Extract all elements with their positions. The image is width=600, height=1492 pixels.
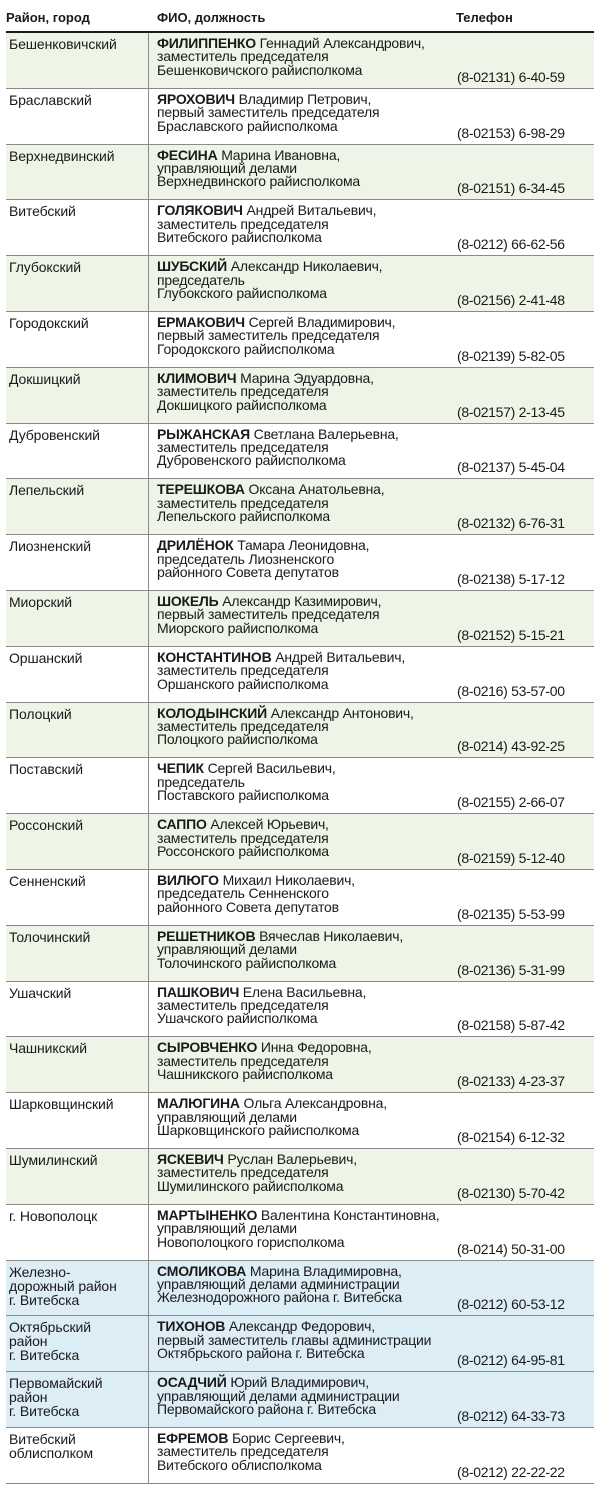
column-divider — [148, 479, 149, 534]
phone-number: (8-0216) 53-57-00 — [457, 682, 565, 699]
given-names: Тамара Леонидовна, — [237, 537, 370, 554]
position-line: заместитель председателя — [157, 1052, 329, 1069]
position-line: заместитель председателя — [157, 215, 329, 232]
district-line: г. Новополоцк — [9, 1207, 98, 1224]
district-line: Верхнедвинский — [9, 147, 115, 164]
district-line: Железно- — [9, 1263, 71, 1280]
phone-number: (8-02153) 6-98-29 — [457, 124, 565, 141]
position-line: Витебского облисполкома — [157, 1456, 322, 1473]
district-cell — [9, 93, 145, 107]
given-names: Елена Васильевна, — [242, 983, 367, 1000]
position-line: председатель Лиозненского — [157, 550, 335, 567]
column-divider — [148, 591, 149, 646]
phone-number: (8-02136) 5-31-99 — [457, 961, 565, 978]
given-names: Александр Казимирович, — [222, 592, 382, 609]
given-names: Александр Федорович, — [228, 1318, 375, 1335]
position-line: заместитель председателя — [157, 48, 329, 65]
district-cell — [9, 651, 145, 665]
column-divider — [148, 814, 149, 869]
column-divider — [148, 703, 149, 758]
position-line: Докшицкого райисполкома — [157, 396, 327, 413]
table-row — [6, 1093, 594, 1149]
table-row — [6, 89, 594, 145]
district-cell — [9, 986, 145, 1000]
table-row — [6, 591, 594, 647]
position-line: заместитель председателя — [157, 383, 329, 400]
position-line: Полоцкого райисполкома — [157, 731, 318, 748]
district-cell — [9, 204, 145, 218]
phone-number: (8-0214) 50-31-00 — [457, 1240, 565, 1257]
surname: ФЕСИНА — [157, 146, 218, 163]
position-line: Глубокского райисполкома — [157, 285, 327, 301]
position-line: Октябрьского района г. Витебска — [157, 1345, 365, 1362]
position-line: Чашникского райисполкома — [157, 1066, 333, 1083]
column-divider — [148, 926, 149, 981]
surname: КОЛОДЫНСКИЙ — [157, 704, 267, 721]
person-cell — [157, 762, 457, 802]
surname: РЫЖАНСКАЯ — [157, 425, 250, 442]
column-divider — [148, 870, 149, 925]
district-line: дорожный район — [9, 1277, 117, 1294]
district-cell — [9, 316, 145, 330]
table-row — [6, 647, 594, 703]
phone-number: (8-02130) 5-70-42 — [457, 1184, 565, 1201]
surname: СЫРОВЧЕНКО — [157, 1039, 258, 1056]
district-cell — [9, 428, 145, 442]
position-line: управляющий делами — [157, 1108, 297, 1125]
district-line: Бешенковичский — [9, 36, 117, 52]
table-row — [6, 424, 594, 480]
position-line: Поставского райисполкома — [157, 787, 329, 804]
person-cell — [157, 369, 457, 413]
district-cell — [9, 1432, 145, 1460]
header-person: ФИО, должность — [157, 10, 266, 25]
district-line: Миорский — [9, 593, 73, 610]
column-divider — [148, 1037, 149, 1092]
given-names: Валентина Константиновна, — [260, 1206, 440, 1223]
position-line: заместитель председателя — [157, 1443, 329, 1460]
person-cell — [157, 1041, 457, 1081]
column-divider — [148, 1428, 149, 1483]
column-divider — [148, 647, 149, 702]
position-line: Витебского райисполкома — [157, 229, 322, 246]
position-line: управляющий делами — [157, 160, 297, 176]
phone-number: (8-02132) 6-76-31 — [457, 515, 565, 532]
table-row — [6, 145, 594, 201]
phone-number: (8-02158) 5-87-42 — [457, 1017, 565, 1034]
surname: ШУБСКИЙ — [157, 258, 228, 275]
phone-number: (8-02155) 2-66-07 — [457, 794, 565, 811]
district-line: Лиозненский — [9, 538, 91, 555]
district-cell — [9, 260, 145, 274]
position-line: заместитель председателя — [157, 662, 329, 679]
district-line: Лепельский — [9, 482, 85, 499]
column-divider — [148, 1205, 149, 1260]
column-divider — [148, 200, 149, 255]
header-district: Район, город — [6, 10, 90, 25]
column-divider — [148, 1372, 149, 1427]
phone-number: (8-02152) 5-15-21 — [457, 626, 565, 643]
table-row — [6, 1205, 594, 1261]
table-row — [6, 1428, 594, 1484]
table-row — [6, 814, 594, 870]
person-cell — [157, 983, 457, 1027]
given-names: Марина Владимировна, — [249, 1262, 402, 1279]
table-row — [6, 200, 594, 256]
surname: ДРИЛЁНОК — [157, 537, 234, 554]
given-names: Борис Сергеевич, — [231, 1429, 345, 1446]
table-row — [6, 312, 594, 368]
district-line: Дубровенский — [9, 426, 100, 443]
given-names: Марина Эдуардовна, — [240, 369, 374, 386]
person-cell — [157, 90, 457, 134]
table-row — [6, 368, 594, 424]
surname: ЯРОХОВИЧ — [157, 90, 235, 107]
district-line: Первомайский — [9, 1375, 103, 1392]
district-line: Браславский — [9, 91, 92, 108]
surname: ЕРМАКОВИЧ — [157, 313, 245, 330]
phone-number: (8-02156) 2-41-48 — [457, 291, 565, 308]
person-cell — [157, 146, 457, 190]
table-row — [6, 1372, 594, 1428]
column-divider — [148, 256, 149, 311]
surname: ТЕРЕШКОВА — [157, 481, 245, 498]
surname: РЕШЕТНИКОВ — [157, 927, 256, 944]
table-row — [6, 1037, 594, 1093]
table-row — [6, 1316, 594, 1372]
person-cell — [157, 1262, 457, 1306]
given-names: Сергей Васильевич, — [207, 760, 336, 777]
surname: ЧЕПИК — [157, 760, 204, 777]
surname: ТИХОНОВ — [157, 1318, 226, 1335]
person-cell — [157, 1376, 457, 1416]
column-divider — [148, 89, 149, 144]
given-names: Геннадий Александрович, — [259, 35, 425, 51]
district-line: район — [9, 1333, 48, 1350]
surname: ОСАДЧИЙ — [157, 1374, 227, 1391]
given-names: Андрей Витальевич, — [246, 202, 377, 219]
given-names: Руслан Валерьевич, — [227, 1150, 357, 1167]
district-cell — [9, 37, 145, 51]
person-cell — [157, 818, 457, 858]
position-line: Дубровенского райисполкома — [157, 452, 346, 469]
given-names: Инна Федоровна, — [260, 1039, 372, 1056]
table-row — [6, 1261, 594, 1317]
person-cell — [157, 260, 457, 300]
district-cell — [9, 372, 145, 386]
district-cell — [9, 595, 145, 609]
position-line: председатель — [157, 773, 245, 790]
district-cell — [9, 818, 145, 832]
district-line: Полоцкий — [9, 705, 72, 722]
person-cell — [157, 425, 457, 469]
surname: КОНСТАНТИНОВ — [157, 648, 272, 665]
position-line: Толочинского райисполкома — [157, 954, 337, 971]
district-cell — [9, 539, 145, 553]
surname: ЕФРЕМОВ — [157, 1429, 229, 1446]
district-line: облисполком — [9, 1444, 93, 1461]
district-cell — [9, 149, 145, 163]
person-cell — [157, 483, 457, 523]
phone-number: (8-02139) 5-82-05 — [457, 347, 565, 364]
position-line: Шумилинского райисполкома — [157, 1177, 344, 1194]
column-divider — [148, 535, 149, 590]
table-row — [6, 33, 594, 89]
position-line: Городокского райисполкома — [157, 340, 335, 357]
column-divider — [148, 1316, 149, 1371]
position-line: Оршанского райисполкома — [157, 675, 329, 692]
district-line: Сенненский — [9, 872, 86, 889]
surname: МАРТЫНЕНКО — [157, 1206, 258, 1223]
given-names: Марина Ивановна, — [221, 146, 341, 163]
district-line: г. Витебска — [9, 1347, 80, 1364]
position-line: Браславского райисполкома — [157, 117, 338, 134]
table-row — [6, 758, 594, 814]
position-line: Железнодорожного района г. Витебска — [157, 1289, 402, 1306]
position-line: управляющий делами — [157, 1220, 297, 1237]
district-cell — [9, 930, 145, 944]
surname: САППО — [157, 816, 207, 833]
district-line: г. Витебска — [9, 1291, 80, 1308]
position-line: заместитель председателя — [157, 717, 329, 734]
position-line: Миорского райисполкома — [157, 619, 319, 636]
district-line: Шумилинский — [9, 1151, 98, 1168]
district-cell — [9, 707, 145, 721]
phone-number: (8-02135) 5-53-99 — [457, 905, 565, 922]
phone-number: (8-02157) 2-13-45 — [457, 403, 565, 420]
position-line: заместитель председателя — [157, 829, 329, 846]
phone-number: (8-0214) 43-92-25 — [457, 738, 565, 755]
given-names: Оксана Анатольевна, — [248, 481, 385, 498]
position-line: заместитель председателя — [157, 494, 329, 511]
column-divider — [148, 982, 149, 1037]
position-line: районного Совета депутатов — [157, 563, 339, 580]
position-line: первый заместитель главы администрации — [157, 1331, 432, 1348]
position-line: заместитель председателя — [157, 996, 329, 1013]
district-line: Россонский — [9, 817, 83, 834]
position-line: управляющий делами — [157, 941, 297, 958]
given-names: Ольга Александровна, — [243, 1095, 387, 1112]
position-line: Новополоцкого горисполкома — [157, 1233, 345, 1250]
position-line: первый заместитель председателя — [157, 606, 380, 623]
surname: ПАШКОВИЧ — [157, 983, 240, 1000]
district-cell — [9, 483, 145, 497]
position-line: Ушачского райисполкома — [157, 1010, 318, 1027]
surname: ВИЛЮГО — [157, 871, 219, 888]
position-line: Верхнедвинского райисполкома — [157, 173, 360, 190]
district-cell — [9, 1376, 145, 1418]
given-names: Александр Антонович, — [270, 704, 414, 721]
table-row — [6, 479, 594, 535]
surname: МАЛЮГИНА — [157, 1095, 240, 1112]
person-cell — [157, 704, 457, 748]
phone-number: (8-02154) 6-12-32 — [457, 1128, 565, 1145]
table-row — [6, 703, 594, 759]
position-line: районного Совета депутатов — [157, 898, 339, 915]
district-cell — [9, 1041, 145, 1055]
position-line: председатель Сенненского — [157, 885, 329, 902]
person-cell — [157, 1097, 457, 1137]
position-line: первый заместитель председателя — [157, 327, 380, 344]
given-names: Сергей Владимирович, — [248, 313, 396, 330]
district-line: Глубокский — [9, 259, 81, 276]
district-line: Толочинский — [9, 928, 91, 945]
position-line: Шарковщинского райисполкома — [157, 1121, 360, 1138]
position-line: Бешенковичского райисполкома — [157, 61, 363, 78]
person-cell — [157, 313, 457, 357]
table-row — [6, 256, 594, 312]
column-divider — [148, 1149, 149, 1204]
person-cell — [157, 204, 457, 244]
given-names: Алексей Юрьевич, — [210, 816, 329, 833]
person-cell — [157, 1429, 457, 1473]
table-row — [6, 535, 594, 591]
district-line: Чашникский — [9, 1040, 87, 1057]
district-cell — [9, 1097, 145, 1111]
phone-number: (8-02137) 5-45-04 — [457, 459, 565, 476]
district-line: Докшицкий — [9, 370, 81, 387]
column-divider — [148, 424, 149, 479]
given-names: Вячеслав Николаевич, — [259, 927, 404, 944]
district-line: Оршанский — [9, 649, 83, 666]
position-line: управляющий делами администрации — [157, 1275, 400, 1292]
header-phone: Телефон — [456, 10, 513, 25]
position-line: первый заместитель председателя — [157, 104, 380, 121]
phone-number: (8-0212) 60-53-12 — [457, 1296, 565, 1313]
phone-number: (8-0212) 22-22-22 — [457, 1463, 565, 1480]
surname: ЯСКЕВИЧ — [157, 1150, 224, 1167]
table-row — [6, 870, 594, 926]
person-cell — [157, 871, 457, 915]
surname: ГОЛЯКОВИЧ — [157, 202, 243, 219]
position-line: заместитель председателя — [157, 1164, 329, 1181]
contacts-table — [6, 33, 594, 1484]
column-divider — [148, 1261, 149, 1316]
district-cell — [9, 762, 145, 776]
person-cell — [157, 927, 457, 971]
district-line: район — [9, 1389, 48, 1406]
column-divider — [148, 33, 149, 88]
phone-number: (8-0212) 64-95-81 — [457, 1352, 565, 1369]
given-names: Андрей Витальевич, — [275, 648, 406, 665]
surname: ШОКЕЛЬ — [157, 592, 219, 609]
column-divider — [148, 312, 149, 367]
district-cell — [9, 1320, 145, 1362]
given-names: Александр Николаевич, — [230, 258, 383, 275]
position-line: Лепельского райисполкома — [157, 508, 331, 525]
district-cell — [9, 874, 145, 888]
phone-number: (8-02133) 4-23-37 — [457, 1073, 565, 1090]
person-cell — [157, 592, 457, 636]
position-line: управляющий делами администрации — [157, 1387, 400, 1404]
given-names: Михаил Николаевич, — [222, 871, 355, 888]
table-row — [6, 982, 594, 1038]
district-line: Октябрьский — [9, 1319, 91, 1336]
district-line: Ушачский — [9, 984, 72, 1001]
phone-number: (8-0212) 64-33-73 — [457, 1407, 565, 1424]
district-line: Витебский — [9, 1430, 76, 1447]
position-line: Первомайского района г. Витебска — [157, 1400, 376, 1417]
phone-number: (8-02138) 5-17-12 — [457, 570, 565, 587]
column-divider — [148, 1093, 149, 1148]
column-divider — [148, 758, 149, 813]
position-line: председатель — [157, 271, 245, 288]
given-names: Юрий Владимирович, — [230, 1374, 369, 1391]
phone-number: (8-02131) 6-40-59 — [457, 68, 565, 85]
district-cell — [9, 1153, 145, 1167]
district-cell — [9, 1265, 145, 1307]
position-line: Россонского райисполкома — [157, 842, 329, 859]
phone-number: (8-0212) 66-62-56 — [457, 236, 565, 253]
table-row — [6, 926, 594, 982]
phone-number: (8-02159) 5-12-40 — [457, 849, 565, 866]
person-cell — [157, 1320, 457, 1360]
person-cell — [157, 539, 457, 579]
person-cell — [157, 648, 457, 692]
given-names: Светлана Валерьевна, — [253, 425, 399, 442]
district-line: Витебский — [9, 203, 76, 220]
phone-number: (8-02151) 6-34-45 — [457, 180, 565, 197]
table-header — [0, 0, 600, 32]
surname: ФИЛИППЕНКО — [157, 35, 256, 51]
district-cell — [9, 1209, 145, 1223]
given-names: Владимир Петрович, — [238, 90, 372, 107]
person-cell — [157, 1206, 457, 1250]
district-line: Шарковщинский — [9, 1096, 114, 1113]
district-line: Поставский — [9, 761, 83, 778]
position-line: заместитель председателя — [157, 438, 329, 455]
district-line: Городокский — [9, 314, 89, 331]
surname: СМОЛИКОВА — [157, 1262, 247, 1279]
column-divider — [148, 368, 149, 423]
person-cell — [157, 37, 457, 77]
district-line: г. Витебска — [9, 1403, 80, 1420]
surname: КЛИМОВИЧ — [157, 369, 237, 386]
table-row — [6, 1149, 594, 1205]
column-divider — [148, 145, 149, 200]
person-cell — [157, 1150, 457, 1194]
